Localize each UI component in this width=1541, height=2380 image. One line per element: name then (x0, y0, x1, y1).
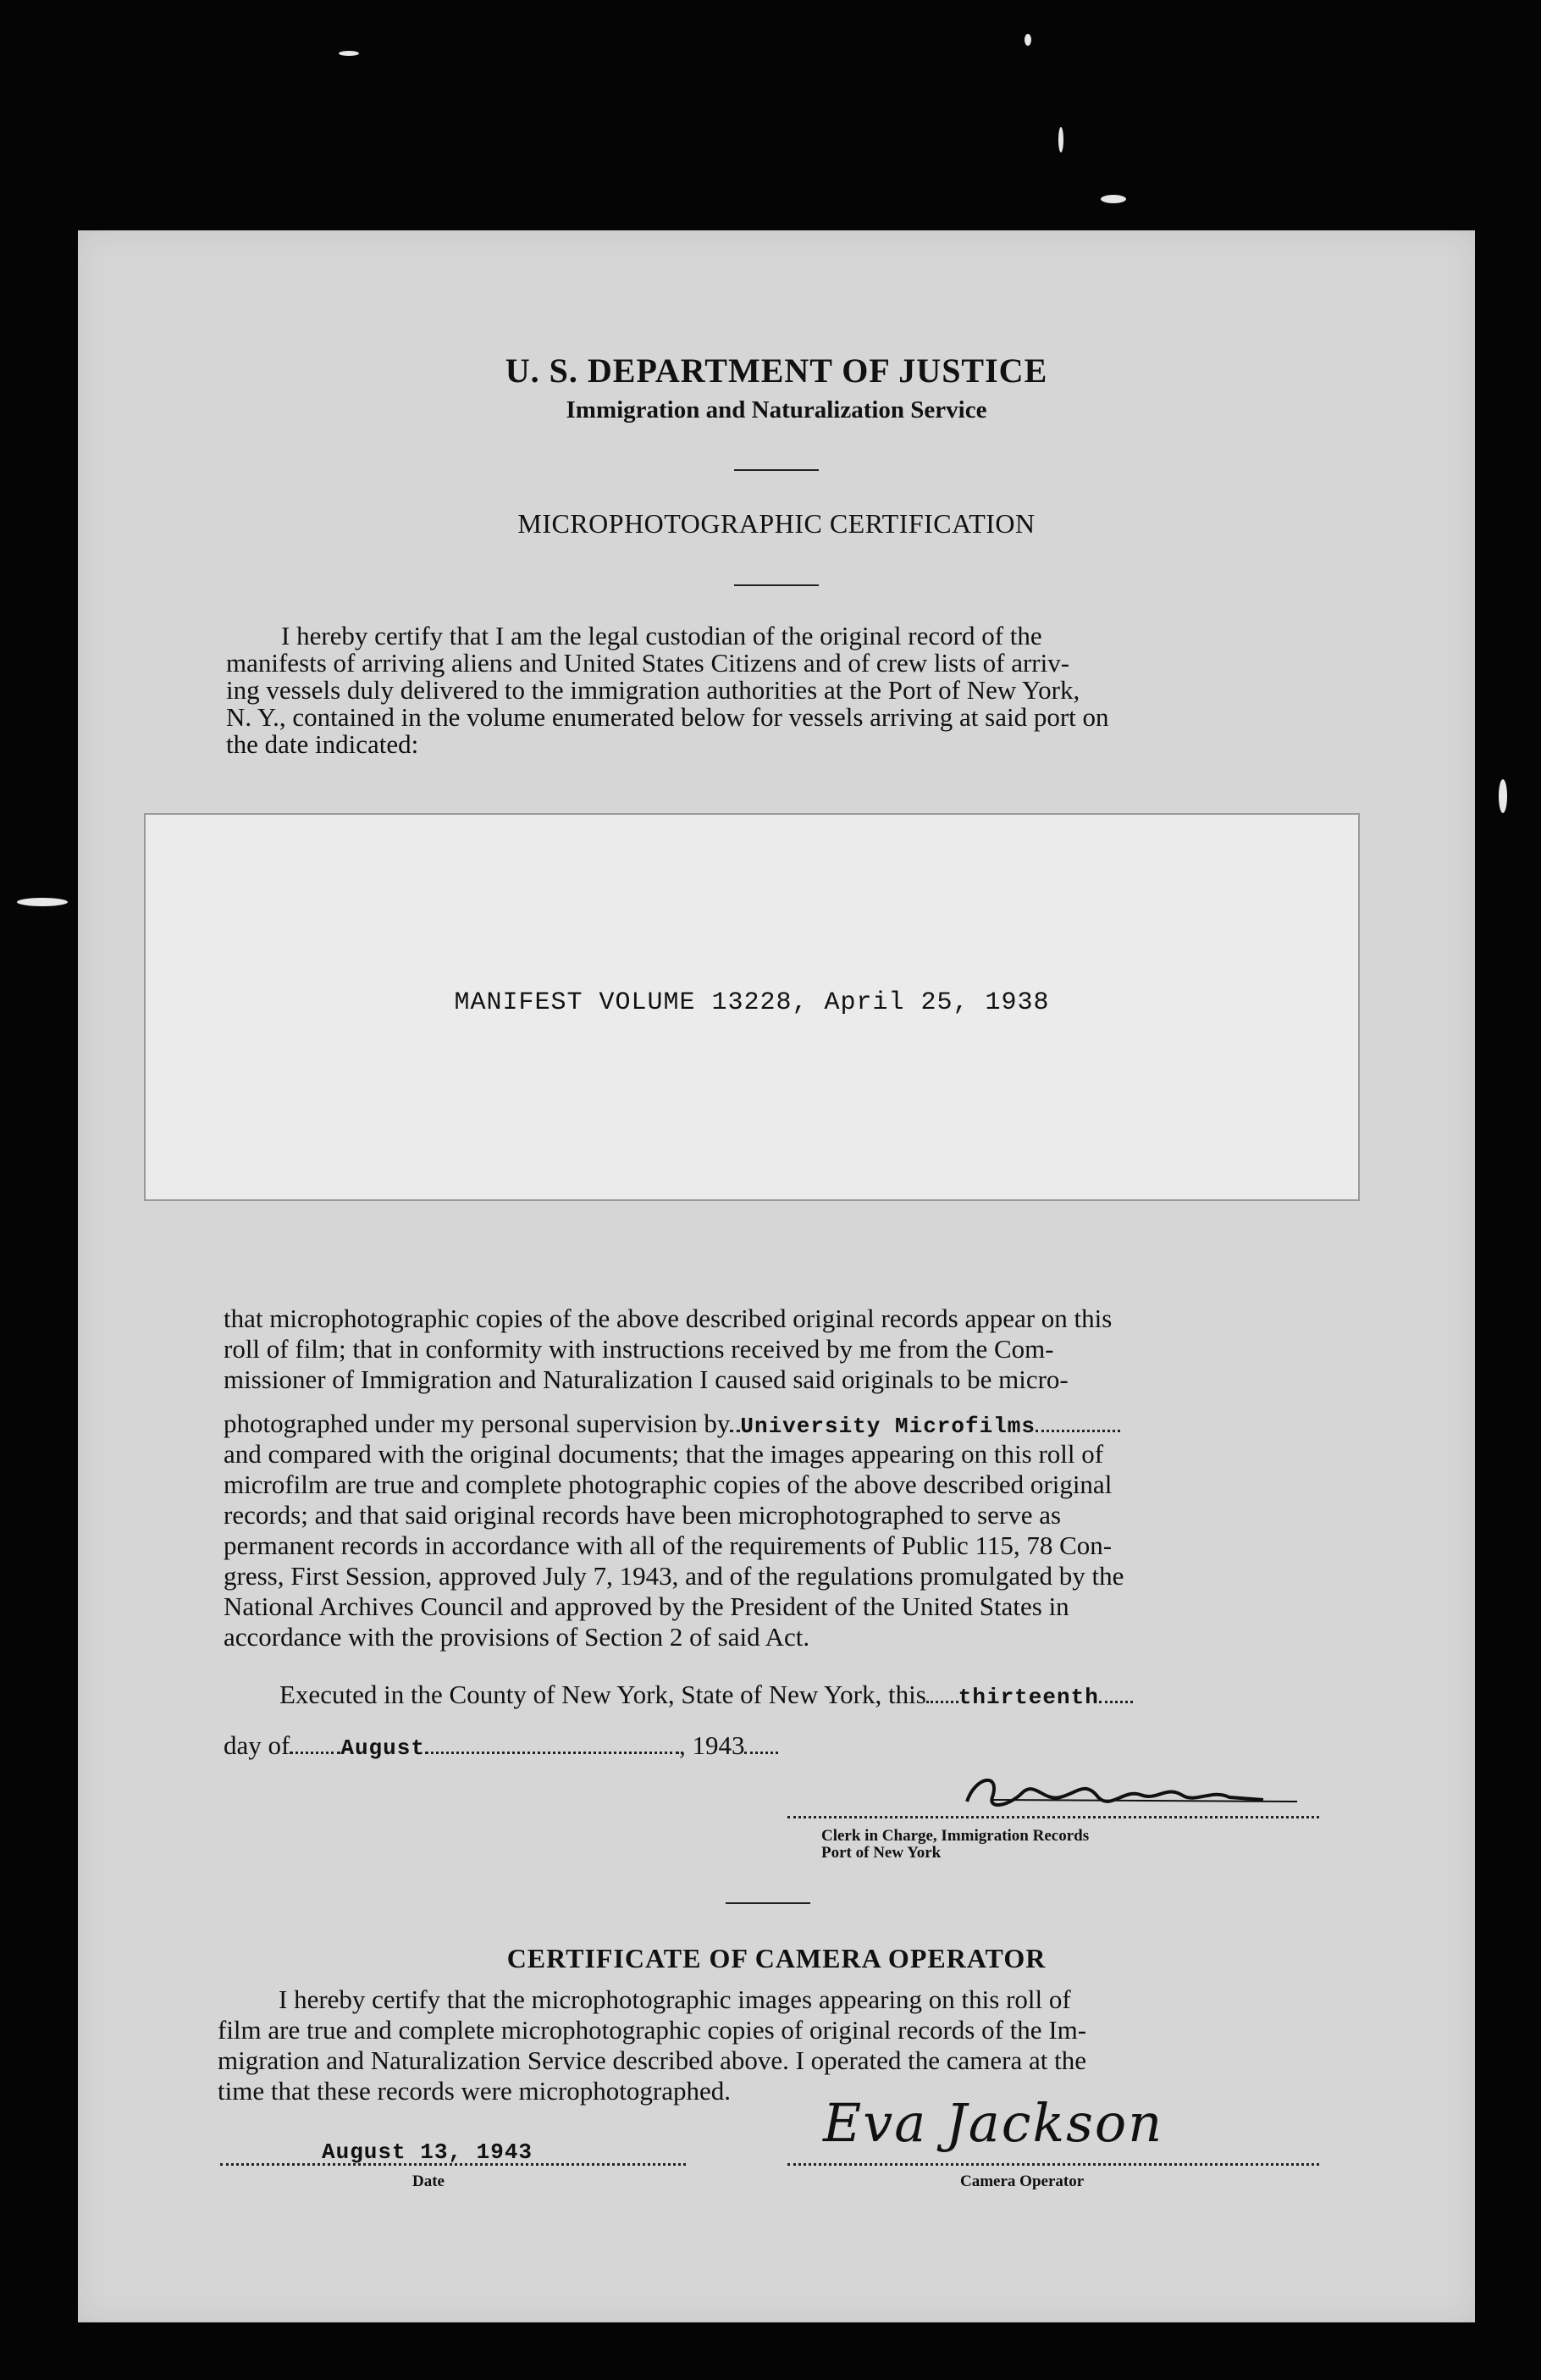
film-speck (339, 51, 359, 56)
executed-line (279, 1680, 1133, 1712)
date-value: August 13, 1943 (322, 2139, 533, 2165)
clerk-title: Clerk in Charge, Immigration Records (821, 1827, 1090, 1845)
body-line: National Archives Council and approved by the President of the United States in (224, 1591, 1069, 1621)
clerk-location: Port of New York (821, 1844, 942, 1862)
manifest-panel (144, 813, 1360, 1201)
camera-operator-title: CERTIFICATE OF CAMERA OPERATOR (506, 1943, 1047, 1973)
certification-title: MICROPHOTOGRAPHIC CERTIFICATION (517, 508, 1036, 539)
body-line: microfilm are true and complete photographic copies of the above described original (224, 1470, 1113, 1499)
clerk-signature-line (787, 1816, 1319, 1818)
date-label: Date (412, 2172, 445, 2190)
intro-line: N. Y., contained in the volume enumerated below for vessels arriving at said port on (226, 702, 1109, 732)
divider (734, 584, 819, 586)
camera-line: film are true and complete microphotographic copies of original records of the Im- (218, 2015, 1087, 2045)
camera-line: time that these records were microphotographed. (218, 2076, 731, 2106)
film-speck (1499, 779, 1507, 813)
divider (734, 469, 819, 471)
body-line: and compared with the original documents; that the images appearing on this roll of (224, 1439, 1104, 1469)
camera-line: I hereby certify that the microphotographic images appearing on this roll of (279, 1984, 1071, 2014)
body-line: accordance with the provisions of Section 2 of said Act. (224, 1622, 810, 1652)
page-subtitle: Immigration and Naturalization Service (566, 396, 987, 423)
body-line: gress, First Session, approved July 7, 1943, and of the regulations promulgated by the (224, 1561, 1124, 1591)
camera-line: migration and Naturalization Service described above. I operated the camera at the (218, 2045, 1086, 2075)
operator-signature (823, 2092, 1163, 2154)
film-speck (1058, 127, 1063, 152)
month-value: August (340, 1735, 425, 1761)
film-speck (1101, 195, 1126, 203)
intro-line: I hereby certify that I am the legal custodian of the original record of the (281, 621, 1042, 650)
clerk-signature (942, 1768, 1306, 1818)
operator-signature-line (787, 2163, 1319, 2166)
film-speck (17, 898, 68, 906)
intro-line: ing vessels duly delivered to the immigration authorities at the Port of New York, (226, 675, 1080, 705)
intro-line: the date indicated: (226, 729, 419, 759)
manifest-volume: MANIFEST VOLUME 13228, April 25, 1938 (454, 988, 1050, 1017)
day-of-line (224, 1731, 778, 1763)
operator-label: Camera Operator (960, 2172, 1085, 2190)
page-title: U. S. DEPARTMENT OF JUSTICE (505, 351, 1048, 390)
supervision-value: University Microfilms (740, 1414, 1036, 1439)
executed-prefix: Executed in the County of New York, State of New York, this (279, 1680, 926, 1709)
day-of-label: day of (224, 1730, 290, 1760)
supervision-prefix: photographed under my personal supervision by (224, 1409, 731, 1438)
film-speck (1025, 34, 1031, 46)
executed-day: thirteenth (958, 1685, 1099, 1710)
year-value: , 1943 (678, 1730, 745, 1760)
divider (726, 1902, 810, 1904)
operator-signature-text: Eva Jackson (823, 2092, 1164, 2154)
body-line: roll of film; that in conformity with instructions received by me from the Com- (224, 1334, 1054, 1364)
supervision-line (224, 1409, 1120, 1441)
certification-document (78, 230, 1475, 2322)
body-line: missioner of Immigration and Naturalization I caused said originals to be micro- (224, 1364, 1069, 1394)
body-line: permanent records in accordance with all of the requirements of Public 115, 78 Con- (224, 1530, 1113, 1560)
body-line: records; and that said original records have been microphotographed to serve as (224, 1500, 1062, 1530)
intro-line: manifests of arriving aliens and United States Citizens and of crew lists of arriv- (226, 648, 1070, 678)
body-line: that microphotographic copies of the above described original records appear on this (224, 1303, 1113, 1333)
